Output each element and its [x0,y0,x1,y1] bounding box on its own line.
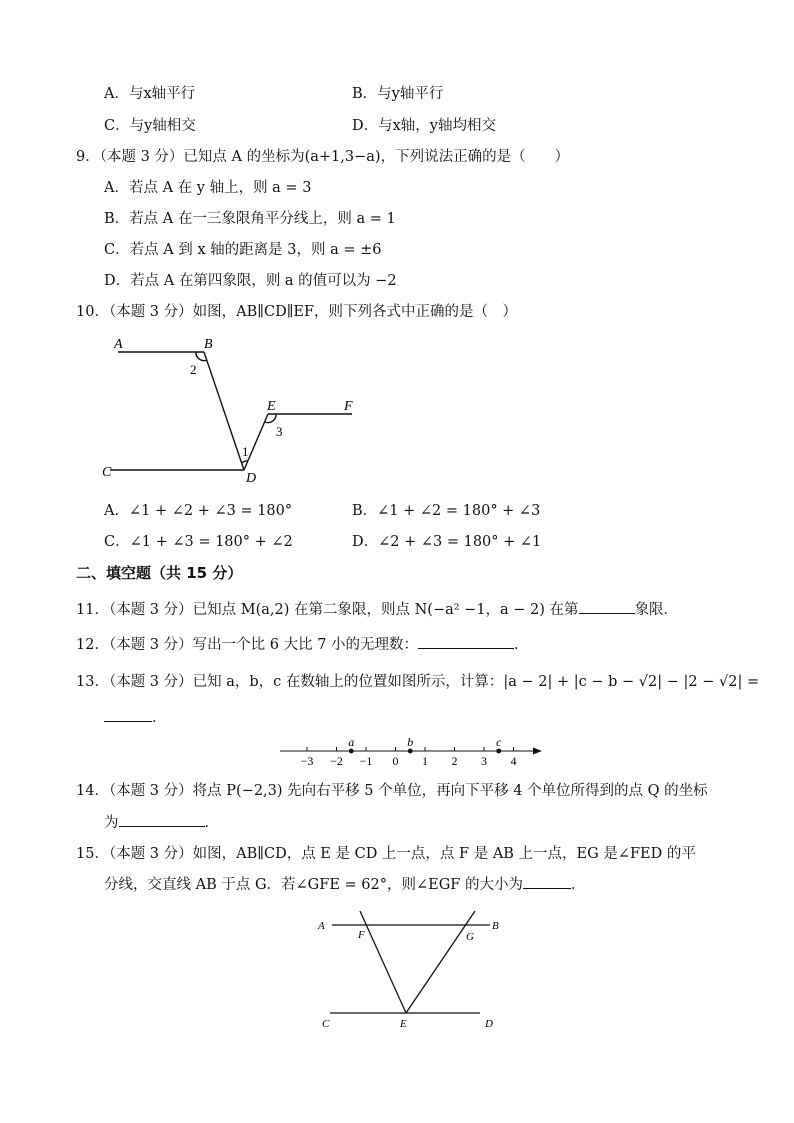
numberline-point-label-c: c [496,735,502,749]
q15-label-a: A [318,920,325,932]
q10-stem: 10．（本题 3 分）如图，AB∥CD∥EF，则下列各式中正确的是（ ） [76,304,518,320]
q9-option-c: C．若点 A 到 x 轴的距离是 3，则 a = ±6 [104,242,382,258]
q15-label-c: C [322,1018,330,1030]
numberline-tick-label: 4 [510,754,517,768]
q10-figure [96,330,366,490]
q10-label-a: A [114,337,123,352]
q12-after: ． [514,637,529,653]
q10-angle-3: 3 [276,424,283,439]
q14-line2-text: 为 [104,815,119,831]
q9-option-b: B．若点 A 在一三象限角平分线上，则 a = 1 [104,211,396,227]
numberline-tick-label: 1 [422,754,428,768]
q10-option-b: B．∠1 + ∠2 = 180° + ∠3 [352,503,541,519]
section-heading-fill-in: 二、填空题（共 15 分） [76,564,243,582]
q10-label-e: E [267,399,276,414]
q10-option-a: A．∠1 + ∠2 + ∠3 = 180° [104,503,293,519]
q13-number-line [278,732,544,768]
q9-option-a: A．若点 A 在 y 轴上，则 a = 3 [104,180,312,196]
q8-option-c: C．与y轴相交 [104,118,196,134]
q10-label-c: C [102,465,112,480]
q9-stem: 9．（本题 3 分）已知点 A 的坐标为(a+1,3−a)，下列说法正确的是（ ） [76,149,570,165]
q10-label-b: B [204,337,213,352]
q15-line2-text: 分线，交直线 AB 于点 G．若∠GFE = 62°，则∠EGF 的大小为 [104,877,523,893]
q15-after: ． [570,877,586,893]
q13-answer-blank[interactable] [104,707,152,722]
q9-option-d: D．若点 A 在第四象限，则 a 的值可以为 −2 [104,273,397,289]
numberline-tick-label: 2 [451,754,458,768]
q12-text: 12．（本题 3 分）写出一个比 6 大比 7 小的无理数： [76,637,419,653]
q11-text: 11．（本题 3 分）已知点 M(a,2) 在第二象限，则点 N(−a² −1，a − 2) 在第 [76,602,579,618]
q10-angle-1: 1 [242,444,249,459]
q13-text: 13．（本题 3 分）已知 a，b，c 在数轴上的位置如图所示，计算：|a − 2| + |c − b − √2| − |2 − √2| = [76,674,760,690]
q15-label-d: D [485,1018,493,1030]
q10-angle-2: 2 [190,362,197,377]
numberline-tick-label: 3 [481,754,487,768]
q12-answer-blank[interactable] [418,634,514,649]
q15-line1: 15．（本题 3 分）如图，AB∥CD，点 E 是 CD 上一点，点 F 是 AB 上一点，EG 是∠FED 的平 [76,846,696,862]
numberline-point-b [408,749,413,754]
numberline-point-label-b: b [407,735,414,749]
q11-after: 象限． [634,602,679,618]
q15-label-g: G [466,931,474,943]
numberline-point-c [496,749,501,754]
numberline-tick-label: −1 [359,754,373,768]
q13-after: ． [152,710,167,726]
q10-option-d: D．∠2 + ∠3 = 180° + ∠1 [352,534,542,550]
q15-label-e: E [400,1018,407,1030]
numberline-tick-label: −2 [330,754,343,768]
q10-label-d: D [246,471,257,486]
q8-option-a: A．与x轴平行 [104,86,196,102]
q15-label-b: B [492,920,499,932]
q11-line [76,598,678,619]
numberline-tick-label: −3 [300,754,314,768]
q14-line1: 14．（本题 3 分）将点 P(−2,3) 先向右平移 5 个单位，再向下平移 4 个单位所得到的点 Q 的坐标 [76,783,708,799]
q15-figure [310,905,510,1035]
q14-line2 [104,811,219,832]
q8-option-b: B．与y轴平行 [352,86,444,102]
q15-line2 [104,873,585,894]
q12-line [76,633,529,654]
q10-option-c: C．∠1 + ∠3 = 180° + ∠2 [104,534,293,550]
q11-answer-blank[interactable] [579,599,635,614]
numberline-point-a [349,749,354,754]
q10-label-f: F [344,399,353,414]
q14-after: ． [204,815,219,831]
q8-option-d: D．与x轴，y轴均相交 [352,118,496,134]
q13-answer-line [104,706,167,727]
numberline-point-label-a: a [348,735,355,749]
q14-answer-blank[interactable] [119,812,205,827]
q15-answer-blank[interactable] [523,874,571,889]
numberline-tick-label: 0 [392,754,399,768]
q15-label-f: F [358,929,365,941]
